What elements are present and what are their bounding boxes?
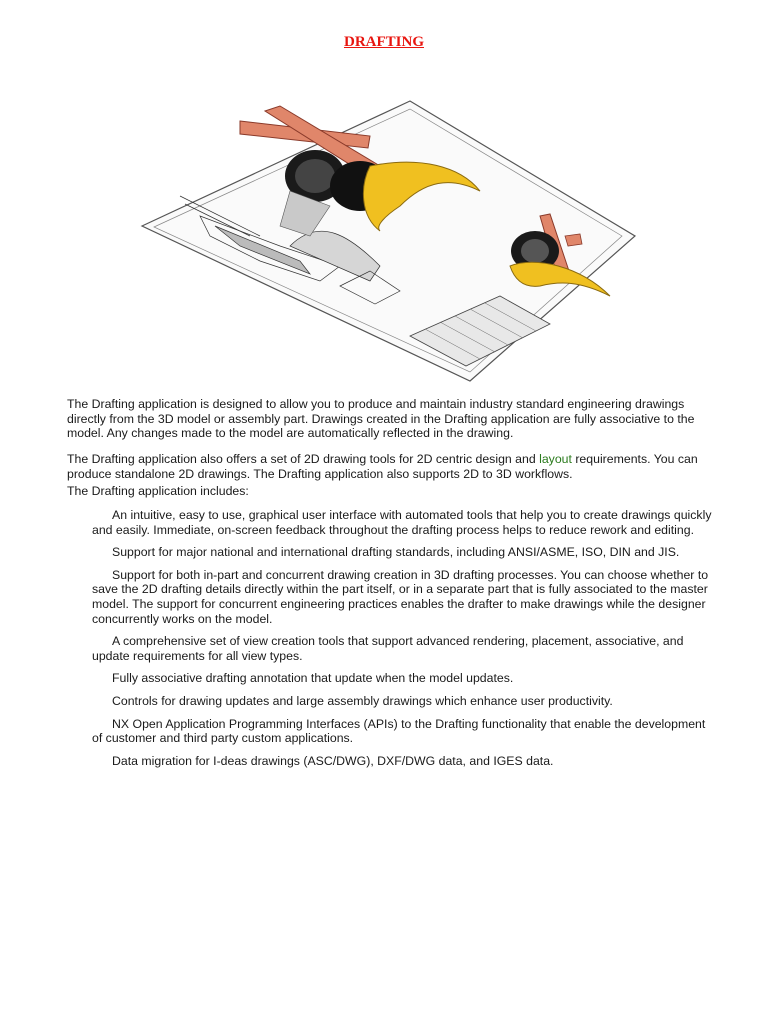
layout-link[interactable]: layout [539, 452, 572, 466]
feature-item: Support for both in-part and concurrent drawing creation in 3D drafting processes. You can choose whether to save the 2D drafting details directly within the part itself, or in a separate part that is fully associated to the master model. The support for concurrent engineering practices enables the drafter to make drawings while the designer concurrently works on the model. [92, 567, 709, 626]
cad-drawing-figure [140, 96, 640, 386]
feature-item: Data migration for I-deas drawings (ASC/DWG), DXF/DWG data, and IGES data. [112, 753, 554, 768]
tools-paragraph [67, 452, 717, 481]
feature-item: An intuitive, easy to use, graphical user interface with automated tools that help you to create drawings quickly and easily. Immediate, on-screen feedback throughout the drafting process helps to reduce rework and editing. [92, 508, 712, 537]
feature-item: Controls for drawing updates and large assembly drawings which enhance user productivity. [112, 693, 613, 708]
feature-item: Support for major national and international drafting standards, including ANSI/ASME, ISO, DIN and JIS. [112, 545, 680, 560]
includes-heading: The Drafting application includes: [67, 484, 249, 498]
drawing-sheet [142, 101, 635, 381]
feature-item: NX Open Application Programming Interfaces (APIs) to the Drafting functionality that enable the development of customer and third party custom applications. [92, 716, 706, 746]
feature-list [92, 508, 717, 776]
tools-paragraph-end: requirements. You can produce standalone 2D drawings. The Drafting application also supports 2D to 3D workflows. [67, 452, 698, 481]
page-title: DRAFTING [343, 34, 424, 50]
feature-item: A comprehensive set of view creation tools that support advanced rendering, placement, associative, and update requirements for all view types. [92, 634, 684, 663]
feature-item: Fully associative drafting annotation that update when the model updates. [112, 671, 514, 686]
tools-paragraph-start: The Drafting application also offers a set of 2D drawing tools for 2D centric design and [67, 452, 540, 466]
intro-paragraph: The Drafting application is designed to allow you to produce and maintain industry standard engineering drawings directly from the 3D model or assembly part. Drawings created in the Drafting application are fully associative to the model. Any changes made to the model are automatically reflected in the drawing. [67, 397, 695, 441]
